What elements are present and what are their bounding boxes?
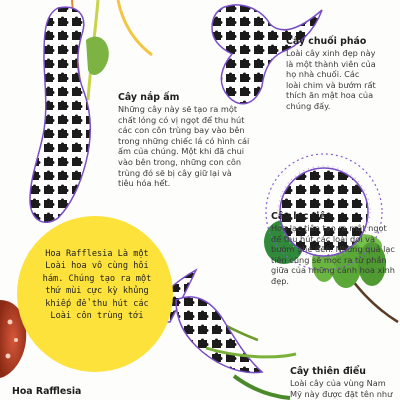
pitcher-puzzle-shape bbox=[30, 7, 90, 222]
pitcher-tendril bbox=[118, 0, 152, 55]
bird-of-paradise-title: Cây thiên điểu bbox=[290, 366, 366, 377]
bird-of-paradise-body: Loài cây của vùng Nam Mỹ này được đặt tên như bbox=[290, 378, 393, 399]
banana-plant-caption bbox=[286, 36, 376, 112]
passion-flower-body: Hoa lạc tiên tạo ra mật ngọt để thu hút các loài dơi và bướm ghé đến. Những quả lạc tiên cũng sẽ mọc ra từ phần giữa của những cánh hoa xinh đẹp. bbox=[271, 223, 395, 286]
passion-flower-caption bbox=[271, 211, 395, 287]
pitcher-plant-title: Cây nắp ấm bbox=[118, 92, 180, 103]
bird-of-paradise-caption bbox=[290, 366, 398, 399]
pitcher-plant-caption bbox=[118, 92, 250, 189]
pitcher-plant-body: Những cây này sẽ tạo ra một chất lỏng có vị ngọt để thu hút các con côn trùng bay vào bên trong những chiếc lá có hình cái ấm của chúng. Một khi đã chui vào bên trong, những con côn trùng đó sẽ bị cây giữ lại và tiêu hóa hết. bbox=[118, 104, 250, 189]
passion-flower-title: Cây lạc tiên bbox=[271, 211, 333, 222]
rafflesia-label: Hoa Rafflesia bbox=[12, 386, 82, 397]
banana-plant-title: Cây chuối pháo bbox=[286, 36, 367, 47]
banana-plant-body: Loài cây xinh đẹp này là một thành viên của họ nhà chuối. Các loài chim và bướm rất thích ăn mật hoa của chúng đấy. bbox=[286, 48, 376, 111]
pitcher-leaf bbox=[86, 37, 109, 75]
rafflesia-callout-text: Hoa Rafflesia Là một Loài hoa vô cùng hôi hám. Chúng tạo ra một thứ mùi cực kỳ khủng khiếp để thu hút các Loài côn trùng tới bbox=[42, 249, 152, 322]
